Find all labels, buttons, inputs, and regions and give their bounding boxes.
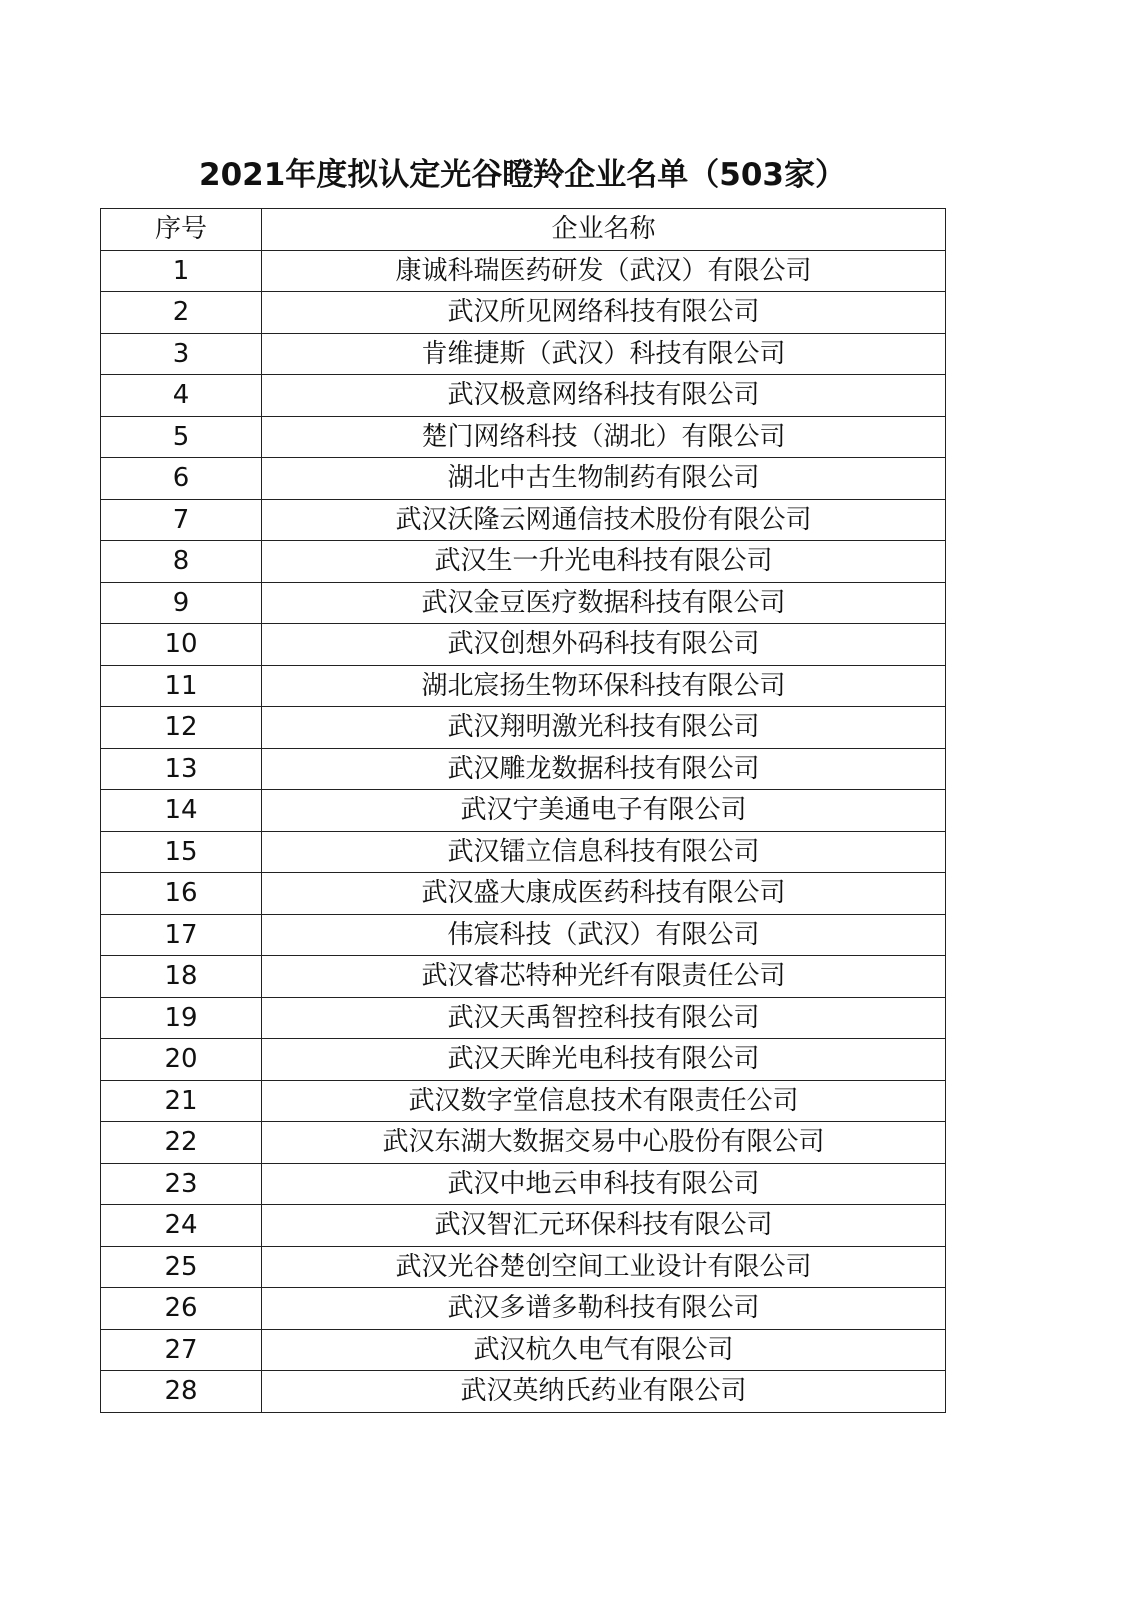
row-index: 25 bbox=[101, 1246, 262, 1288]
table-row bbox=[101, 914, 946, 956]
column-header-name: 企业名称 bbox=[262, 209, 946, 251]
company-name: 武汉金豆医疗数据科技有限公司 bbox=[262, 582, 946, 624]
table-row bbox=[101, 1246, 946, 1288]
table-row bbox=[101, 1288, 946, 1330]
table-row bbox=[101, 831, 946, 873]
column-header-index: 序号 bbox=[101, 209, 262, 251]
row-index: 1 bbox=[101, 250, 262, 292]
row-index: 2 bbox=[101, 292, 262, 334]
row-index: 27 bbox=[101, 1329, 262, 1371]
company-name: 武汉所见网络科技有限公司 bbox=[262, 292, 946, 334]
row-index: 7 bbox=[101, 499, 262, 541]
table-row bbox=[101, 416, 946, 458]
company-name: 伟宸科技（武汉）有限公司 bbox=[262, 914, 946, 956]
row-index: 21 bbox=[101, 1080, 262, 1122]
table-row bbox=[101, 1080, 946, 1122]
row-index: 26 bbox=[101, 1288, 262, 1330]
row-index: 22 bbox=[101, 1122, 262, 1164]
table-row bbox=[101, 375, 946, 417]
company-name: 武汉天眸光电科技有限公司 bbox=[262, 1039, 946, 1081]
company-name: 武汉英纳氏药业有限公司 bbox=[262, 1371, 946, 1413]
company-name: 康诚科瑞医药研发（武汉）有限公司 bbox=[262, 250, 946, 292]
row-index: 17 bbox=[101, 914, 262, 956]
row-index: 24 bbox=[101, 1205, 262, 1247]
table-row bbox=[101, 624, 946, 666]
company-name: 武汉雕龙数据科技有限公司 bbox=[262, 748, 946, 790]
table-row bbox=[101, 1329, 946, 1371]
company-name: 湖北中古生物制药有限公司 bbox=[262, 458, 946, 500]
company-name: 武汉数字堂信息技术有限责任公司 bbox=[262, 1080, 946, 1122]
table-row bbox=[101, 997, 946, 1039]
company-name: 武汉天禹智控科技有限公司 bbox=[262, 997, 946, 1039]
row-index: 5 bbox=[101, 416, 262, 458]
company-name: 武汉创想外码科技有限公司 bbox=[262, 624, 946, 666]
table-row bbox=[101, 582, 946, 624]
company-name: 武汉睿芯特种光纤有限责任公司 bbox=[262, 956, 946, 998]
company-name: 武汉东湖大数据交易中心股份有限公司 bbox=[262, 1122, 946, 1164]
table-header-row bbox=[101, 209, 946, 251]
row-index: 16 bbox=[101, 873, 262, 915]
row-index: 6 bbox=[101, 458, 262, 500]
table-row bbox=[101, 333, 946, 375]
table-row bbox=[101, 1205, 946, 1247]
company-name: 武汉极意网络科技有限公司 bbox=[262, 375, 946, 417]
company-name: 肯维捷斯（武汉）科技有限公司 bbox=[262, 333, 946, 375]
table-row bbox=[101, 499, 946, 541]
company-name: 武汉智汇元环保科技有限公司 bbox=[262, 1205, 946, 1247]
company-name: 武汉镭立信息科技有限公司 bbox=[262, 831, 946, 873]
company-name: 湖北宸扬生物环保科技有限公司 bbox=[262, 665, 946, 707]
row-index: 13 bbox=[101, 748, 262, 790]
table-row bbox=[101, 1371, 946, 1413]
table-row bbox=[101, 665, 946, 707]
row-index: 12 bbox=[101, 707, 262, 749]
table-row bbox=[101, 790, 946, 832]
company-name: 武汉沃隆云网通信技术股份有限公司 bbox=[262, 499, 946, 541]
document-title: 2021年度拟认定光谷瞪羚企业名单（503家） bbox=[199, 157, 846, 193]
row-index: 11 bbox=[101, 665, 262, 707]
company-name: 武汉中地云申科技有限公司 bbox=[262, 1163, 946, 1205]
row-index: 10 bbox=[101, 624, 262, 666]
table-row bbox=[101, 873, 946, 915]
table-row bbox=[101, 458, 946, 500]
table-row bbox=[101, 1039, 946, 1081]
company-name: 楚门网络科技（湖北）有限公司 bbox=[262, 416, 946, 458]
table-row bbox=[101, 1122, 946, 1164]
company-name: 武汉盛大康成医药科技有限公司 bbox=[262, 873, 946, 915]
row-index: 3 bbox=[101, 333, 262, 375]
table-row bbox=[101, 748, 946, 790]
row-index: 14 bbox=[101, 790, 262, 832]
row-index: 8 bbox=[101, 541, 262, 583]
row-index: 15 bbox=[101, 831, 262, 873]
table-row bbox=[101, 956, 946, 998]
table-row bbox=[101, 250, 946, 292]
company-name: 武汉宁美通电子有限公司 bbox=[262, 790, 946, 832]
table-row bbox=[101, 292, 946, 334]
row-index: 20 bbox=[101, 1039, 262, 1081]
table-row bbox=[101, 707, 946, 749]
row-index: 23 bbox=[101, 1163, 262, 1205]
company-name: 武汉翔明激光科技有限公司 bbox=[262, 707, 946, 749]
company-name: 武汉生一升光电科技有限公司 bbox=[262, 541, 946, 583]
row-index: 9 bbox=[101, 582, 262, 624]
company-name: 武汉杭久电气有限公司 bbox=[262, 1329, 946, 1371]
table-row bbox=[101, 1163, 946, 1205]
row-index: 18 bbox=[101, 956, 262, 998]
company-list-table bbox=[100, 208, 946, 1413]
company-name: 武汉多谱多勒科技有限公司 bbox=[262, 1288, 946, 1330]
company-name: 武汉光谷楚创空间工业设计有限公司 bbox=[262, 1246, 946, 1288]
table-row bbox=[101, 541, 946, 583]
row-index: 28 bbox=[101, 1371, 262, 1413]
row-index: 4 bbox=[101, 375, 262, 417]
row-index: 19 bbox=[101, 997, 262, 1039]
